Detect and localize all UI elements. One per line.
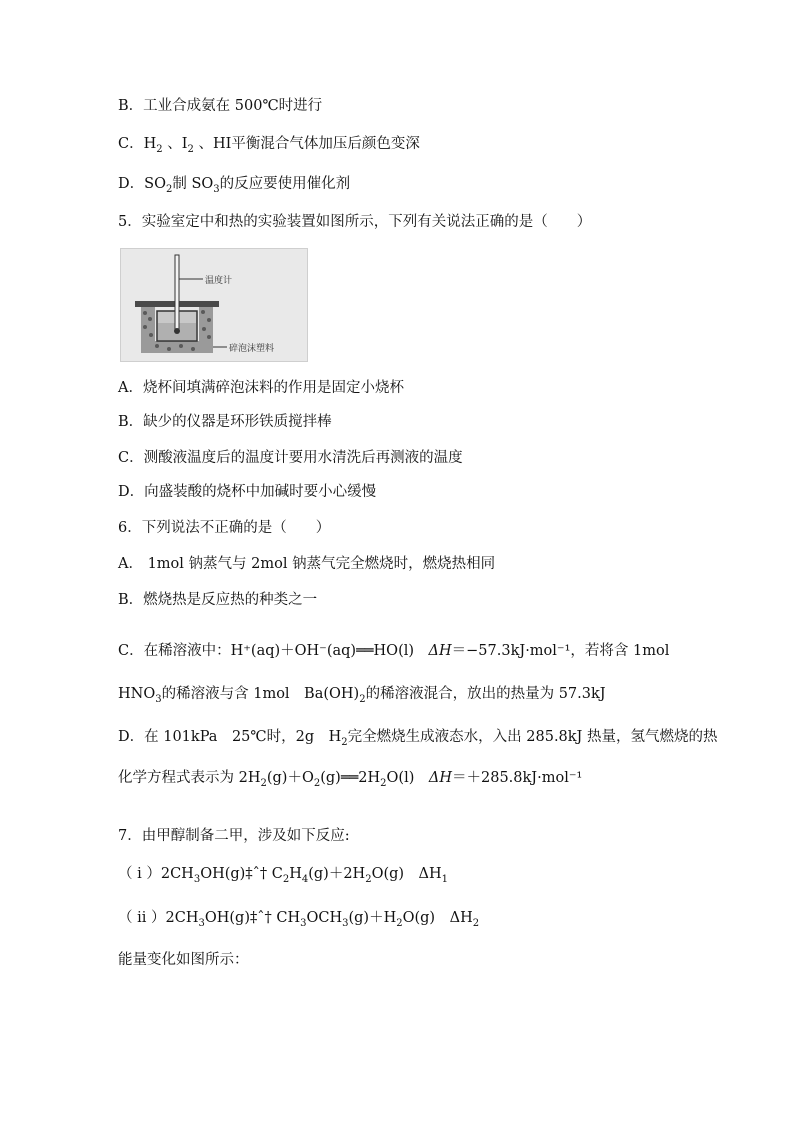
q4-c-hi: HI bbox=[212, 136, 232, 152]
q7-r2-s3: 3 bbox=[342, 917, 349, 929]
q4-c-sep1: 、 bbox=[162, 136, 182, 152]
q7-r1-arrow: ‡ˆ† bbox=[245, 866, 268, 882]
thermometer-bulb bbox=[174, 328, 180, 334]
q6-d2-s1: 2 bbox=[260, 777, 267, 789]
q6-d2-c: (g)══2H bbox=[320, 770, 381, 786]
q4-d-sub2: 2 bbox=[165, 183, 173, 195]
q6-option-a: A． 1mol 钠蒸气与 2mol 钠蒸气完全燃烧时，燃烧热相同 bbox=[118, 556, 496, 572]
q7-r1-e: (g)＋2H bbox=[308, 866, 366, 882]
q4-d-prefix: D． bbox=[118, 176, 145, 192]
q7-r2-b: OH(g) bbox=[204, 910, 250, 926]
q6-d2-s2: 2 bbox=[313, 777, 321, 789]
q6-c2-sub2: 2 bbox=[359, 693, 366, 705]
q7-r1-d: H bbox=[289, 866, 302, 882]
q7-r1-s3: 4 bbox=[301, 873, 309, 885]
q7-r2-s4: 2 bbox=[396, 917, 403, 929]
q6-stem: 6．下列说法不正确的是（ ） bbox=[118, 520, 331, 536]
q4-c-prefix: C． bbox=[118, 136, 144, 152]
q7-r2-arrow: ‡ˆ† bbox=[249, 910, 272, 926]
q4-c-sub: 2 bbox=[156, 143, 163, 155]
q7-stem: 7．由甲醇制备二甲，涉及如下反应: bbox=[118, 828, 350, 844]
q7-energy-text: 能量变化如图所示： bbox=[118, 952, 249, 968]
q7-r1-s4: 2 bbox=[365, 873, 372, 885]
q7-r2-a: 2CH bbox=[165, 910, 199, 926]
q6-option-d-line1 bbox=[118, 727, 717, 747]
q7-r2-d: OCH bbox=[306, 910, 343, 926]
q7-r1-s2: 2 bbox=[282, 873, 290, 885]
q6-option-b: B．燃烧热是反应热的种类之一 bbox=[118, 592, 318, 608]
q5-option-a: A．烧杯间填满碎泡沫料的作用是固定小烧杯 bbox=[118, 380, 404, 396]
q4-c-i: I bbox=[181, 136, 188, 152]
q4-c-sep2: 、 bbox=[193, 136, 213, 152]
q7-r2-s5: 2 bbox=[472, 917, 480, 929]
q7-r1-label: （ i ） bbox=[118, 866, 161, 882]
q5-option-d: D．向盛装酸的烧杯中加碱时要小心缓慢 bbox=[118, 484, 377, 500]
q6-d-b: 完全燃烧生成液态水，入出 285.8kJ 热量，氢气燃烧的热 bbox=[347, 729, 718, 745]
q7-r1-b: OH(g) bbox=[200, 866, 246, 882]
q6-d2-b: (g)＋O bbox=[266, 770, 314, 786]
q6-option-c-line2 bbox=[118, 684, 606, 704]
q4-d-rest: 的反应要使用催化剂 bbox=[219, 176, 351, 192]
calorimeter-figure bbox=[120, 248, 308, 362]
q6-c-dh: ΔH bbox=[428, 643, 452, 659]
q6-option-c-line1 bbox=[118, 641, 669, 661]
q6-c2-rest: 的稀溶液混合，放出的热量为 57.3kJ bbox=[365, 686, 606, 702]
foam-label: 碎泡沫塑料 bbox=[229, 344, 275, 354]
q5-option-b: B．缺少的仪器是环形铁质搅拌棒 bbox=[118, 414, 332, 430]
q7-reaction-1 bbox=[118, 864, 448, 884]
q4-option-b: B．工业合成氨在 500℃时进行 bbox=[118, 98, 323, 114]
calorimeter-drawing bbox=[121, 249, 307, 361]
q5-option-c: C．测酸液温度后的温度计要用水清洗后再测液的温度 bbox=[118, 450, 463, 466]
q6-d2-d: O(l) bbox=[386, 770, 429, 786]
q6-d2-dh: ΔH bbox=[428, 770, 452, 786]
q6-c2-mid: 的稀溶液与含 1mol Ba(OH) bbox=[161, 686, 360, 702]
q6-c-value: ＝−57.3kJ·mol⁻¹ bbox=[451, 643, 571, 659]
q7-r1-c: C bbox=[267, 866, 283, 882]
q4-option-d bbox=[118, 174, 350, 194]
q7-r2-e: (g)＋H bbox=[348, 910, 397, 926]
q7-reaction-2 bbox=[118, 908, 479, 928]
thermometer-label: 温度计 bbox=[205, 276, 233, 286]
q6-d-a: D．在 101kPa 25℃时，2g H bbox=[118, 729, 342, 745]
q7-r2-c: CH bbox=[271, 910, 301, 926]
q6-c2-sub3: 3 bbox=[155, 693, 162, 705]
q4-d-mid: 制 SO bbox=[172, 176, 214, 192]
q6-c-prefix: C．在稀溶液中： bbox=[118, 643, 231, 659]
q7-r2-s2: 3 bbox=[300, 917, 307, 929]
q7-r2-f: O(g) ΔH bbox=[402, 910, 473, 926]
q6-d2-value: ＝＋285.8kJ·mol⁻¹ bbox=[452, 770, 583, 786]
q7-r1-s1: 3 bbox=[193, 873, 201, 885]
q5-stem: 5．实验室定中和热的实验装置如图所示，下列有关说法正确的是（ ） bbox=[118, 214, 592, 230]
q6-d2-a: 化学方程式表示为 2H bbox=[118, 770, 261, 786]
q6-d-sub2: 2 bbox=[341, 736, 348, 748]
q7-r1-s5: 1 bbox=[441, 873, 449, 885]
q6-c-equation: H⁺(aq)＋OH⁻(aq)══HO(l) bbox=[230, 643, 429, 659]
q6-c-rest: ，若将含 1mol bbox=[570, 643, 670, 659]
q4-c-h: H bbox=[143, 136, 157, 152]
q7-r1-f: O(g) ΔH bbox=[371, 866, 442, 882]
q6-d2-s3: 2 bbox=[380, 777, 387, 789]
q7-r1-a: 2CH bbox=[160, 866, 194, 882]
q6-option-d-line2 bbox=[118, 768, 582, 788]
q7-r2-label: （ ii ） bbox=[118, 910, 166, 926]
q4-c-rest: 平衡混合气体加压后颜色变深 bbox=[231, 136, 420, 152]
q4-d-so: SO bbox=[144, 176, 166, 192]
thermometer bbox=[175, 255, 179, 331]
q7-r2-s1: 3 bbox=[198, 917, 205, 929]
q4-option-c bbox=[118, 134, 420, 154]
foam-bottom bbox=[141, 341, 213, 353]
q6-c2-hno: HNO bbox=[118, 686, 156, 702]
q4-d-sub3: 3 bbox=[213, 183, 220, 195]
q4-c-sub-i: 2 bbox=[187, 143, 194, 155]
